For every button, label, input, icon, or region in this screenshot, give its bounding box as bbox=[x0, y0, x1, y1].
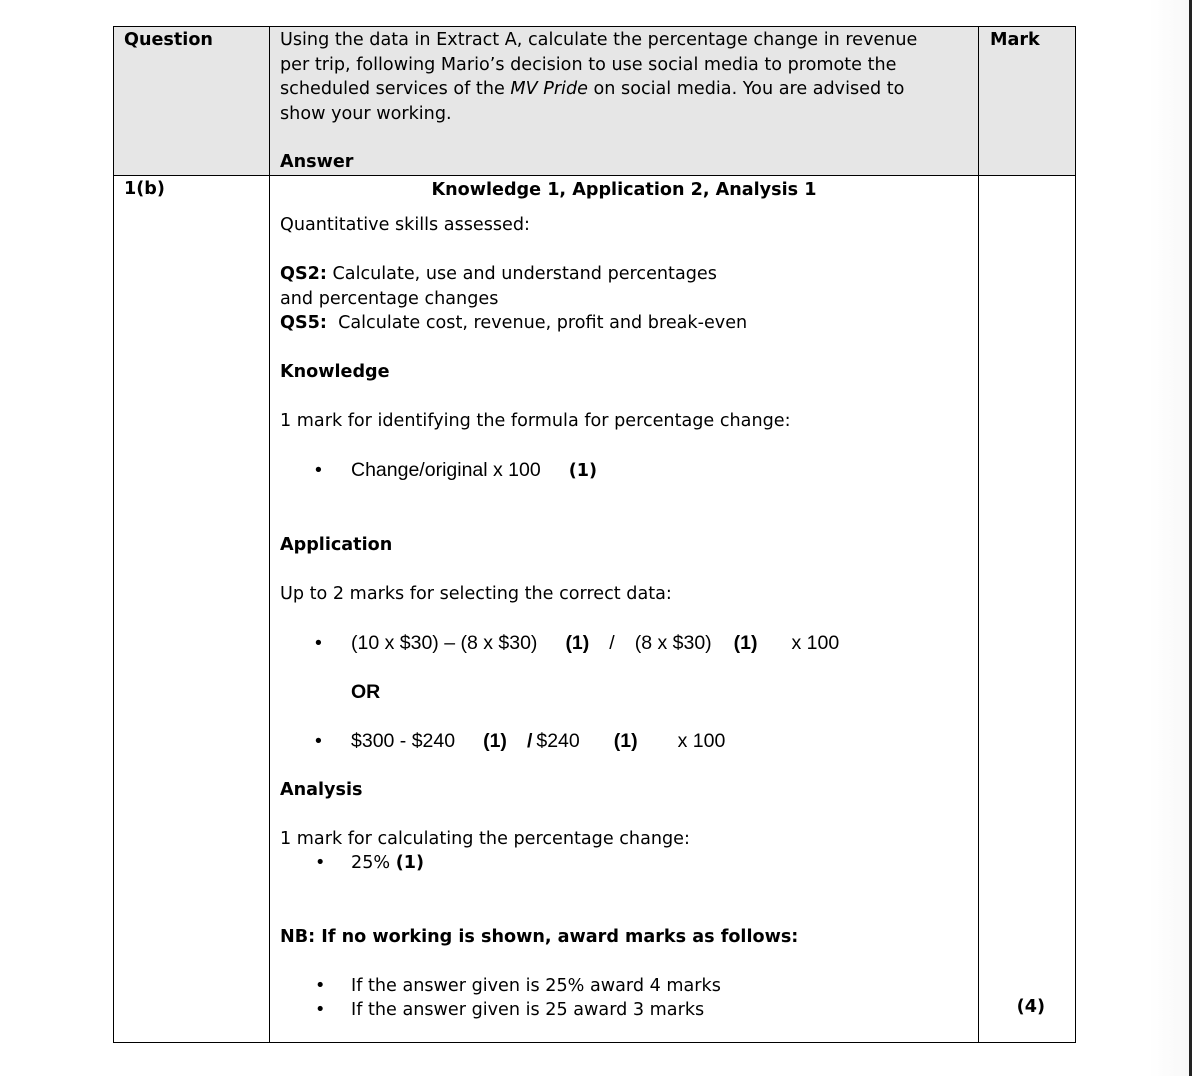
application-intro: Up to 2 marks for selecting the correct data: bbox=[280, 583, 672, 604]
multiplier: x 100 bbox=[791, 631, 840, 654]
question-text-part: Using the data in Extract A, calculate the percentage change in revenue per trip, following Mario’s decision to use social media to promote the scheduled services of the bbox=[280, 30, 918, 99]
calc-part: (10 x $30) – (8 x $30) bbox=[351, 631, 538, 654]
nb-rule: If the answer given is 25% award 4 marks bbox=[351, 975, 721, 996]
mark-award: (1) bbox=[733, 631, 758, 654]
question-label: Question bbox=[124, 30, 213, 50]
mark-scheme-table bbox=[113, 26, 1076, 1043]
or-label: OR bbox=[351, 680, 381, 703]
nb-heading: NB: If no working is shown, award marks as follows: bbox=[280, 926, 799, 947]
analysis-intro: 1 mark for calculating the percentage change: bbox=[280, 828, 690, 849]
qs-intro: Quantitative skills assessed: bbox=[280, 215, 530, 235]
bullet-icon: • bbox=[315, 853, 326, 873]
mark-header-cell bbox=[979, 27, 1076, 176]
qs2-line bbox=[280, 262, 968, 287]
mark-award: (1) bbox=[568, 461, 598, 481]
bullet-icon: • bbox=[315, 631, 322, 654]
bullet-icon: • bbox=[315, 459, 322, 481]
qs2-text: Calculate, use and understand percentages bbox=[326, 264, 717, 284]
mark-award: (1) bbox=[565, 631, 590, 654]
divide-sign: / bbox=[609, 631, 615, 654]
calc-part: (8 x $30) bbox=[634, 631, 712, 654]
qs5-line bbox=[280, 311, 968, 336]
qs5-text: Calculate cost, revenue, profit and break-even bbox=[326, 313, 748, 333]
vessel-name: MV Pride bbox=[510, 79, 588, 99]
mark-label: Mark bbox=[990, 30, 1040, 50]
question-header-cell bbox=[114, 27, 270, 176]
bullet-icon: • bbox=[315, 729, 322, 752]
question-text-part: on social media. You are advised to show your working. bbox=[280, 79, 905, 124]
nb-bullet-2 bbox=[280, 998, 968, 1023]
calc-part: $300 - $240 bbox=[351, 729, 456, 752]
mark-award: (1) bbox=[395, 853, 425, 873]
mark-award: (1) bbox=[483, 729, 507, 752]
knowledge-heading: Knowledge bbox=[280, 362, 390, 382]
formula-text: Change/original x 100 bbox=[351, 459, 541, 481]
page-edge-shadow bbox=[1149, 0, 1189, 1076]
question-text bbox=[280, 28, 920, 126]
analysis-heading: Analysis bbox=[280, 779, 363, 800]
header-row bbox=[114, 27, 1076, 176]
knowledge-bullet bbox=[280, 458, 968, 484]
nb-bullet-1 bbox=[280, 974, 968, 999]
mark-award: (1) bbox=[613, 729, 638, 752]
nb-rule: If the answer given is 25 award 3 marks bbox=[351, 1000, 705, 1020]
bullet-icon: • bbox=[315, 1000, 326, 1020]
application-bullet-2 bbox=[280, 729, 968, 754]
question-number: 1(b) bbox=[124, 178, 165, 199]
total-mark: (4) bbox=[1016, 997, 1045, 1017]
answer-cell bbox=[270, 175, 979, 1042]
application-heading: Application bbox=[280, 534, 393, 555]
analysis-bullet bbox=[280, 851, 968, 876]
question-text-cell bbox=[270, 27, 979, 176]
answer-row bbox=[114, 175, 1076, 1042]
bullet-icon: • bbox=[315, 975, 326, 996]
multiplier: x 100 bbox=[677, 729, 726, 752]
answer-label: Answer bbox=[280, 152, 354, 172]
qs2-code: QS2: bbox=[280, 264, 327, 284]
mark-cell bbox=[979, 175, 1076, 1042]
divide-sign: / bbox=[526, 729, 533, 752]
qs5-code: QS5: bbox=[280, 313, 327, 333]
calc-part: $240 bbox=[536, 729, 580, 752]
knowledge-intro: 1 mark for identifying the formula for percentage change: bbox=[280, 411, 791, 431]
question-number-cell bbox=[114, 175, 270, 1042]
answer-value: 25% bbox=[351, 853, 391, 873]
qs2-line-2: and percentage changes bbox=[280, 288, 499, 309]
assessment-objectives: Knowledge 1, Application 2, Analysis 1 bbox=[431, 179, 817, 200]
application-bullet-1 bbox=[280, 631, 968, 656]
